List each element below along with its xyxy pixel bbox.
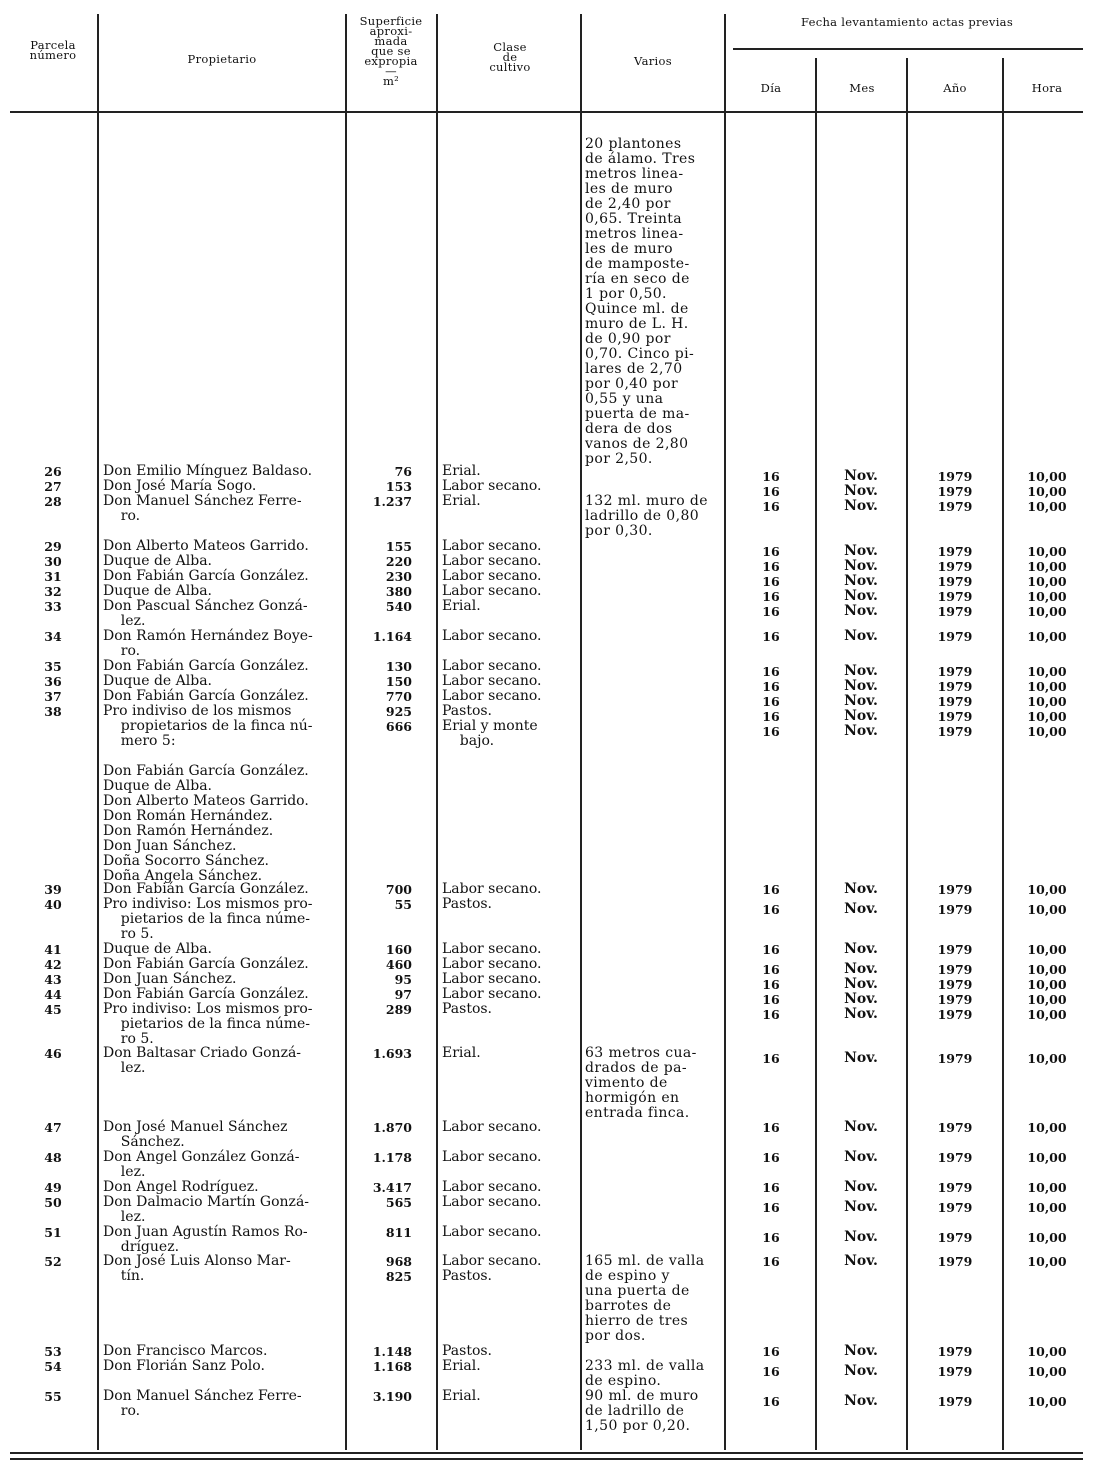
cell-varios: 233 ml. de valla de espino. — [585, 1358, 705, 1389]
cell-dia: 16 — [762, 1007, 780, 1022]
cell-hora: 10,00 — [1027, 992, 1067, 1007]
cell-superficie: 770 — [385, 689, 412, 704]
cell-anio: 1979 — [937, 589, 973, 604]
cell-hora: 10,00 — [1027, 882, 1067, 897]
cell-mes: Nov. — [844, 573, 878, 589]
cell-superficie: 153 — [385, 479, 412, 494]
cell-superficie: 95 — [394, 972, 412, 987]
column-divider — [815, 58, 817, 1450]
cell-clase: Labor secano. — [442, 1179, 542, 1195]
cell-superficie: 1.168 — [372, 1359, 412, 1374]
cell-hora: 10,00 — [1027, 1344, 1067, 1359]
column-divider — [724, 14, 726, 1450]
cell-mes: Nov. — [844, 498, 878, 514]
cell-anio: 1979 — [937, 469, 973, 484]
cell-superficie: 160 — [385, 942, 412, 957]
cell-superficie: 968 825 — [385, 1254, 412, 1284]
cell-clase: Labor secano. — [442, 986, 542, 1002]
cell-dia: 16 — [762, 484, 780, 499]
cell-hora: 10,00 — [1027, 1254, 1067, 1269]
cell-propietario: Don Dalmacio Martín Gonzá- lez. — [103, 1194, 310, 1225]
cell-hora: 10,00 — [1027, 589, 1067, 604]
cell-clase: Labor secano. — [442, 1224, 542, 1240]
cell-dia: 16 — [762, 559, 780, 574]
cell-dia: 16 — [762, 1051, 780, 1066]
cell-clase: Labor secano. — [442, 568, 542, 584]
cell-dia: 16 — [762, 1394, 780, 1409]
cell-anio: 1979 — [937, 1364, 973, 1379]
cell-dia: 16 — [762, 544, 780, 559]
cell-mes: Nov. — [844, 991, 878, 1007]
cell-parcela: 33 — [44, 599, 62, 614]
cell-propietario: Don José María Sogo. — [103, 478, 257, 494]
cell-hora: 10,00 — [1027, 629, 1067, 644]
header-bottom-rule — [10, 111, 1083, 113]
cell-anio: 1979 — [937, 1254, 973, 1269]
cell-propietario: Don Juan Sánchez. — [103, 971, 237, 987]
cell-hora: 10,00 — [1027, 694, 1067, 709]
cell-mes: Nov. — [844, 1393, 878, 1409]
cell-dia: 16 — [762, 1150, 780, 1165]
cell-propietario: Don Fabián García González. — [103, 956, 309, 972]
cell-anio: 1979 — [937, 1051, 973, 1066]
cell-dia: 16 — [762, 882, 780, 897]
cell-hora: 10,00 — [1027, 902, 1067, 917]
cell-clase: Labor secano. — [442, 941, 542, 957]
cell-superficie: 155 — [385, 539, 412, 554]
cell-hora: 10,00 — [1027, 1230, 1067, 1245]
cell-mes: Nov. — [844, 1050, 878, 1066]
cell-clase: Labor secano. — [442, 1149, 542, 1165]
cell-clase: Labor secano. — [442, 673, 542, 689]
cell-dia: 16 16 — [762, 709, 780, 739]
cell-superficie: 811 — [385, 1225, 412, 1240]
cell-superficie: 925 666 — [385, 704, 412, 734]
cell-clase: Labor secano. — [442, 583, 542, 599]
cell-clase: Labor secano. — [442, 1194, 542, 1210]
cell-superficie: 1.164 — [372, 629, 412, 644]
cell-propietario: Duque de Alba. — [103, 941, 212, 957]
cell-anio: 1979 — [937, 499, 973, 514]
cell-propietario: Duque de Alba. — [103, 583, 212, 599]
cell-anio: 1979 — [937, 1007, 973, 1022]
cell-anio: 1979 — [937, 1200, 973, 1215]
date-group-rule — [733, 48, 1083, 50]
cell-clase: Labor secano. — [442, 538, 542, 554]
cell-clase: Erial. — [442, 493, 481, 509]
cell-hora: 10,00 — [1027, 1150, 1067, 1165]
cell-mes: Nov. — [844, 881, 878, 897]
cell-anio: 1979 — [937, 882, 973, 897]
cell-parcela: 52 — [44, 1254, 62, 1269]
cell-clase: Pastos. — [442, 1001, 493, 1017]
cell-dia: 16 — [762, 1254, 780, 1269]
cell-anio: 1979 — [937, 664, 973, 679]
cell-mes: Nov. — [844, 1253, 878, 1269]
cell-dia: 16 — [762, 942, 780, 957]
cell-clase: Labor secano. — [442, 628, 542, 644]
cell-clase: Erial. — [442, 598, 481, 614]
cell-dia: 16 — [762, 962, 780, 977]
cell-propietario: Don Juan Agustín Ramos Ro- dríguez. — [103, 1224, 308, 1255]
cell-anio: 1979 — [937, 559, 973, 574]
cell-mes: Nov. — [844, 1119, 878, 1135]
cell-anio: 1979 — [937, 574, 973, 589]
cell-parcela: 41 — [44, 942, 62, 957]
cell-parcela: 54 — [44, 1359, 62, 1374]
cell-propietario: Don Manuel Sánchez Ferre- ro. — [103, 493, 302, 524]
cell-parcela: 46 — [44, 1046, 62, 1061]
cell-parcela: 26 — [44, 464, 62, 479]
header-superficie: Superficie aproxi- mada que se expropia — m² — [359, 14, 423, 88]
cell-dia: 16 — [762, 902, 780, 917]
cell-superficie: 3.417 — [372, 1180, 412, 1195]
column-divider — [345, 14, 347, 1450]
cell-mes: Nov. — [844, 543, 878, 559]
cell-hora: 10,00 — [1027, 679, 1067, 694]
cell-anio: 1979 — [937, 679, 973, 694]
cell-anio: 1979 — [937, 942, 973, 957]
cell-clase: Labor secano. — [442, 1119, 542, 1135]
cell-propietario: Duque de Alba. — [103, 553, 212, 569]
cell-clase: Pastos. — [442, 1343, 493, 1359]
cell-propietario: Don Fabián García González. — [103, 658, 309, 674]
footer-rule-1 — [10, 1452, 1083, 1454]
cell-dia: 16 — [762, 1344, 780, 1359]
cell-dia: 16 — [762, 499, 780, 514]
cell-parcela: 31 — [44, 569, 62, 584]
cell-mes: Nov. — [844, 1363, 878, 1379]
cell-hora: 10,00 — [1027, 499, 1067, 514]
cell-clase: Labor secano. — [442, 658, 542, 674]
cell-superficie: 3.190 — [372, 1389, 412, 1404]
column-divider — [97, 14, 99, 1450]
cell-mes: Nov. — [844, 1006, 878, 1022]
cell-dia: 16 — [762, 679, 780, 694]
cell-varios: 165 ml. de valla de espino y una puerta de barrotes de hierro de tres por dos. — [585, 1253, 705, 1344]
column-divider — [906, 58, 908, 1450]
cell-hora: 10,00 — [1027, 977, 1067, 992]
cell-dia: 16 — [762, 992, 780, 1007]
cell-clase: Pastos. Erial y monte bajo. — [442, 703, 538, 749]
cell-clase: Pastos. — [442, 896, 493, 912]
cell-varios: 90 ml. de muro de ladrillo de 1,50 por 0,20. — [585, 1388, 699, 1434]
cell-parcela: 50 — [44, 1195, 62, 1210]
cell-anio: 1979 — [937, 544, 973, 559]
header-clase: Clase de cultivo — [489, 40, 531, 74]
cell-mes: Nov. — [844, 1229, 878, 1245]
cell-dia: 16 — [762, 1180, 780, 1195]
cell-hora: 10,00 — [1027, 1180, 1067, 1195]
cell-parcela: 49 — [44, 1180, 62, 1195]
cell-anio: 1979 — [937, 484, 973, 499]
cell-dia: 16 — [762, 664, 780, 679]
cell-parcela: 43 — [44, 972, 62, 987]
cell-superficie: 700 — [385, 882, 412, 897]
cell-dia: 16 — [762, 1364, 780, 1379]
cell-parcela: 32 — [44, 584, 62, 599]
cell-clase: Labor secano. — [442, 971, 542, 987]
cell-mes: Nov. — [844, 603, 878, 619]
cell-parcela: 39 — [44, 882, 62, 897]
cell-superficie: 130 — [385, 659, 412, 674]
header-anio: Año — [943, 81, 967, 95]
cell-hora: 10,00 — [1027, 484, 1067, 499]
cell-superficie: 1.693 — [372, 1046, 412, 1061]
cell-superficie: 565 — [385, 1195, 412, 1210]
cell-propietario: Don Angel González Gonzá- lez. — [103, 1149, 300, 1180]
cell-hora: 10,00 — [1027, 664, 1067, 679]
cell-mes: Nov. — [844, 628, 878, 644]
cell-dia: 16 — [762, 469, 780, 484]
cell-mes: Nov. — [844, 588, 878, 604]
footer-rule-2 — [10, 1458, 1083, 1460]
column-divider — [1002, 58, 1004, 1450]
cell-varios: 63 metros cua- drados de pa- vimento de hormigón en entrada finca. — [585, 1045, 697, 1121]
cell-clase: Labor secano. — [442, 688, 542, 704]
cell-anio: 1979 — [937, 992, 973, 1007]
cell-clase: Labor secano. — [442, 478, 542, 494]
cell-hora: 10,00 — [1027, 559, 1067, 574]
cell-parcela: 29 — [44, 539, 62, 554]
cell-mes: Nov. — [844, 976, 878, 992]
cell-superficie: 380 — [385, 584, 412, 599]
header-fecha: Fecha levantamiento actas previas — [800, 15, 1014, 29]
cell-hora: 10,00 10,00 — [1027, 709, 1067, 739]
cell-dia: 16 — [762, 694, 780, 709]
cell-superficie: 460 — [385, 957, 412, 972]
cell-dia: 16 — [762, 1120, 780, 1135]
cell-mes: Nov. — [844, 483, 878, 499]
cell-hora: 10,00 — [1027, 1007, 1067, 1022]
cell-propietario: Don Fabián García González. — [103, 688, 309, 704]
header-propietario: Propietario — [187, 52, 257, 66]
cell-clase: Labor secano. — [442, 553, 542, 569]
cell-superficie: 76 — [394, 464, 412, 479]
cell-mes: Nov. — [844, 1199, 878, 1215]
cell-mes: Nov. Nov. — [844, 708, 878, 739]
cell-anio: 1979 — [937, 902, 973, 917]
cell-propietario: Don Baltasar Criado Gonzá- lez. — [103, 1045, 302, 1076]
cell-mes: Nov. — [844, 1149, 878, 1165]
cell-dia: 16 — [762, 629, 780, 644]
cell-parcela: 35 — [44, 659, 62, 674]
cell-mes: Nov. — [844, 1179, 878, 1195]
cell-hora: 10,00 — [1027, 544, 1067, 559]
cell-parcela: 47 — [44, 1120, 62, 1135]
cell-superficie: 540 — [385, 599, 412, 614]
cell-hora: 10,00 — [1027, 1200, 1067, 1215]
cell-clase: Labor secano. Pastos. — [442, 1253, 542, 1284]
cell-hora: 10,00 — [1027, 574, 1067, 589]
cell-parcela: 30 — [44, 554, 62, 569]
column-divider — [436, 14, 438, 1450]
cell-propietario: Don Fabián García González. — [103, 881, 309, 897]
cell-propietario: Duque de Alba. — [103, 673, 212, 689]
cell-dia: 16 — [762, 1200, 780, 1215]
cell-mes: Nov. — [844, 693, 878, 709]
cell-parcela: 42 — [44, 957, 62, 972]
cell-dia: 16 — [762, 589, 780, 604]
cell-superficie: 220 — [385, 554, 412, 569]
header-dia: Día — [760, 81, 782, 95]
cell-clase: Erial. — [442, 1358, 481, 1374]
cell-propietario: Don José Luis Alonso Mar- tín. — [103, 1253, 291, 1284]
cell-anio: 1979 — [937, 1344, 973, 1359]
cell-mes: Nov. — [844, 941, 878, 957]
cell-anio: 1979 — [937, 1150, 973, 1165]
cell-superficie: 150 — [385, 674, 412, 689]
cell-propietario: Don Manuel Sánchez Ferre- ro. — [103, 1388, 302, 1419]
cell-mes: Nov. — [844, 961, 878, 977]
cell-propietario: Pro indiviso: Los mismos pro- pietarios de la finca núme- ro 5. — [103, 1001, 313, 1047]
cell-superficie: 1.237 — [372, 494, 412, 509]
header-varios: Varios — [634, 54, 672, 68]
cell-hora: 10,00 — [1027, 469, 1067, 484]
cell-parcela: 48 — [44, 1150, 62, 1165]
cell-mes: Nov. — [844, 663, 878, 679]
cell-hora: 10,00 — [1027, 1051, 1067, 1066]
cell-superficie: 1.148 — [372, 1344, 412, 1359]
cell-propietario: Don Fabián García González. — [103, 986, 309, 1002]
header-mes: Mes — [849, 81, 875, 95]
cell-parcela: 36 — [44, 674, 62, 689]
cell-parcela: 34 — [44, 629, 62, 644]
cell-propietario: Pro indiviso de los mismos propietarios de la finca nú- mero 5: Don Fabián García González. Duque de Alba. Don Alberto Mateos Garrido. Don Román Hernández. Don Ramón Hernández. Don Juan Sánchez. Doña Socorro Sánchez. Doña Angela Sánchez. — [103, 703, 313, 884]
header-hora: Hora — [1031, 81, 1063, 95]
cell-anio: 1979 — [937, 962, 973, 977]
cell-parcela: 55 — [44, 1389, 62, 1404]
cell-anio: 1979 1979 — [937, 709, 973, 739]
cell-propietario: Don Fabián García González. — [103, 568, 309, 584]
cell-hora: 10,00 — [1027, 942, 1067, 957]
cell-parcela: 28 — [44, 494, 62, 509]
cell-mes: Nov. — [844, 678, 878, 694]
cell-dia: 16 — [762, 1230, 780, 1245]
cell-propietario: Don Ramón Hernández Boye- ro. — [103, 628, 313, 659]
cell-clase: Erial. — [442, 1045, 481, 1061]
cell-dia: 16 — [762, 977, 780, 992]
cell-mes: Nov. — [844, 468, 878, 484]
cell-anio: 1979 — [937, 694, 973, 709]
cell-mes: Nov. — [844, 901, 878, 917]
cell-anio: 1979 — [937, 1394, 973, 1409]
cell-parcela: 37 — [44, 689, 62, 704]
cell-superficie: 289 — [385, 1002, 412, 1017]
cell-propietario: Don Pascual Sánchez Gonzá- lez. — [103, 598, 308, 629]
cell-anio: 1979 — [937, 1180, 973, 1195]
cell-propietario: Don Angel Rodríguez. — [103, 1179, 259, 1195]
cell-anio: 1979 — [937, 1120, 973, 1135]
header-parcela: Parcela número — [29, 38, 77, 62]
cell-dia: 16 — [762, 604, 780, 619]
cell-anio: 1979 — [937, 629, 973, 644]
cell-clase: Labor secano. — [442, 881, 542, 897]
cell-propietario: Don José Manuel Sánchez Sánchez. — [103, 1119, 288, 1150]
cell-clase: Erial. — [442, 463, 481, 479]
cell-parcela: 45 — [44, 1002, 62, 1017]
cell-parcela: 38 — [44, 704, 62, 719]
cell-propietario: Don Emilio Mínguez Baldaso. — [103, 463, 313, 479]
cell-anio: 1979 — [937, 604, 973, 619]
cell-hora: 10,00 — [1027, 1364, 1067, 1379]
cell-propietario: Don Francisco Marcos. — [103, 1343, 268, 1359]
cell-parcela: 51 — [44, 1225, 62, 1240]
cell-propietario: Don Florián Sanz Polo. — [103, 1358, 265, 1374]
cell-superficie: 55 — [394, 897, 412, 912]
cell-propietario: Don Alberto Mateos Garrido. — [103, 538, 309, 554]
cell-superficie: 230 — [385, 569, 412, 584]
cell-anio: 1979 — [937, 1230, 973, 1245]
cell-clase: Erial. — [442, 1388, 481, 1404]
cell-dia: 16 — [762, 574, 780, 589]
cell-hora: 10,00 — [1027, 1120, 1067, 1135]
cell-anio: 1979 — [937, 977, 973, 992]
cell-clase: Labor secano. — [442, 956, 542, 972]
cell-superficie: 1.178 — [372, 1150, 412, 1165]
cell-varios: 20 plantones de álamo. Tres metros linea- les de muro de 2,40 por 0,65. Treinta metros linea- les de muro de mamposte- ría en seco de 1 por 0,50. Quince ml. de muro de L. H. de 0,90 por 0,70. Cinco pi- lares de 2,70 por 0,40 por 0,55 y una puerta de ma- dera de dos vanos de 2,80 por 2,50. — [585, 136, 696, 467]
cell-parcela: 40 — [44, 897, 62, 912]
cell-hora: 10,00 — [1027, 962, 1067, 977]
cell-hora: 10,00 — [1027, 1394, 1067, 1409]
cell-mes: Nov. — [844, 558, 878, 574]
cell-hora: 10,00 — [1027, 604, 1067, 619]
cell-parcela: 53 — [44, 1344, 62, 1359]
cell-propietario: Pro indiviso: Los mismos pro- pietarios de la finca núme- ro 5. — [103, 896, 313, 942]
cell-varios: 132 ml. muro de ladrillo de 0,80 por 0,30. — [585, 493, 708, 539]
cell-superficie: 97 — [394, 987, 412, 1002]
cell-parcela: 44 — [44, 987, 62, 1002]
cell-parcela: 27 — [44, 479, 62, 494]
cell-mes: Nov. — [844, 1343, 878, 1359]
cell-superficie: 1.870 — [372, 1120, 412, 1135]
